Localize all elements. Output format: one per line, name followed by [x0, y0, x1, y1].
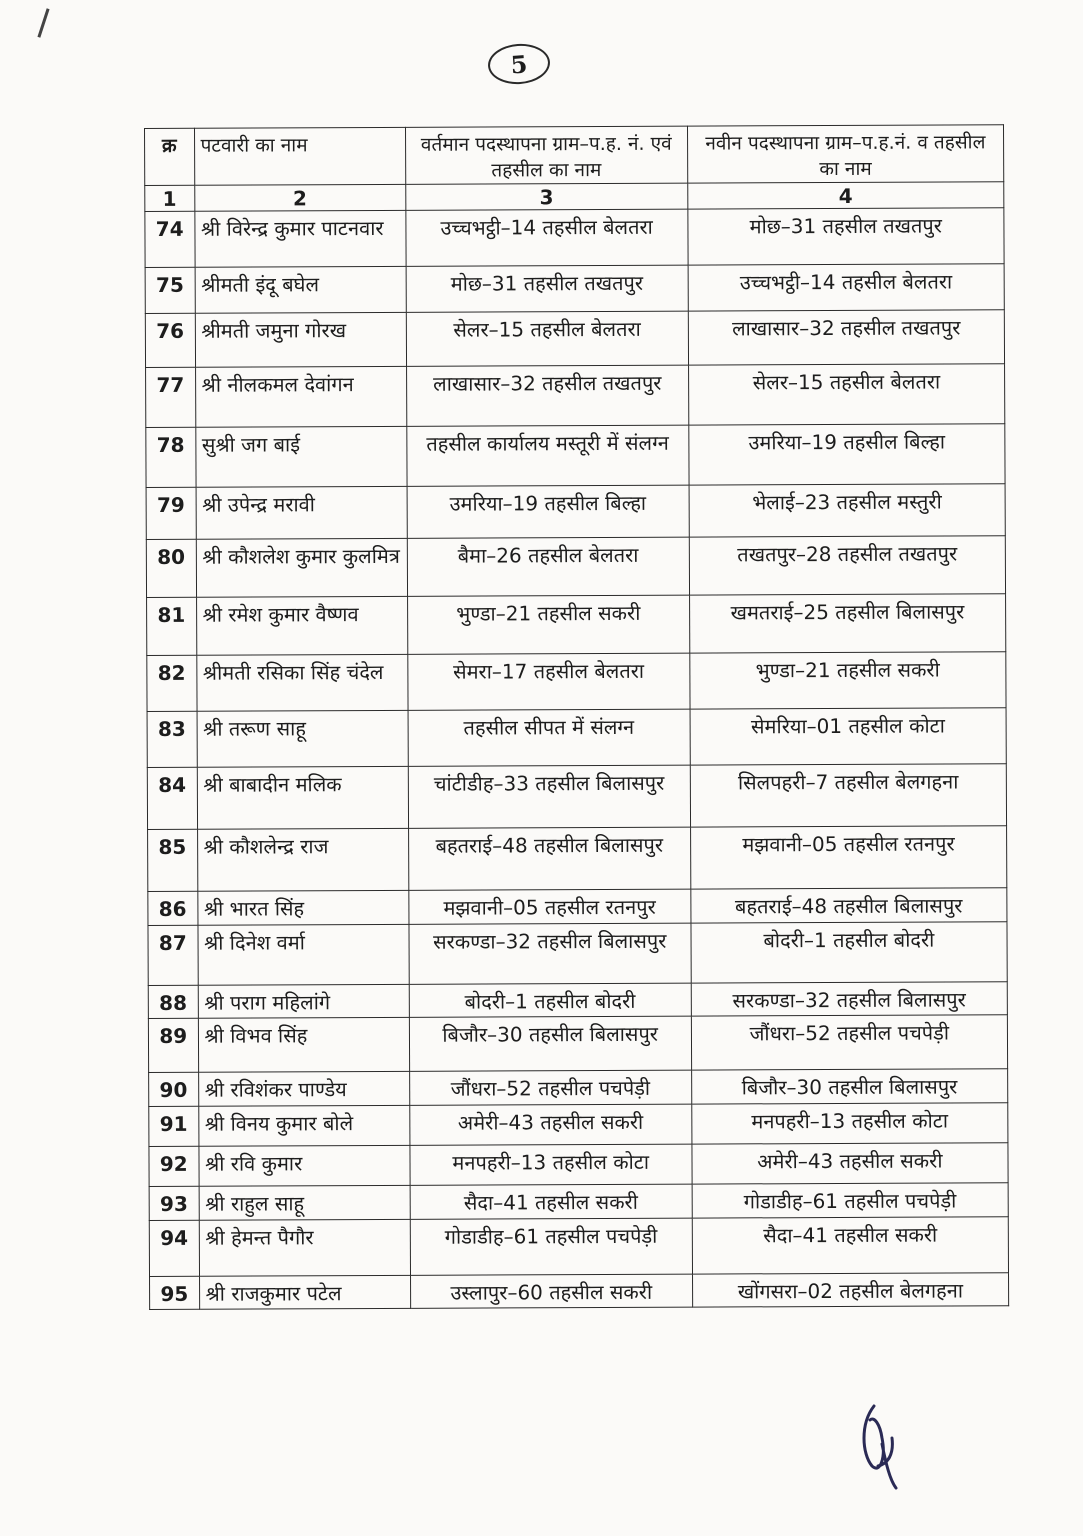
table-row: [148, 888, 1007, 926]
serial-number-cell: 82: [147, 655, 197, 711]
new-posting-cell: बोदरी–1 तहसील बोदरी: [691, 922, 1008, 983]
serial-number-cell: 79: [146, 487, 196, 539]
header-new-posting: नवीन पदस्थापना ग्राम–प.ह.नं. व तहसील का नाम: [687, 125, 1004, 183]
table-row: [149, 1103, 1008, 1147]
table-row: [146, 536, 1005, 598]
new-posting-cell: भुण्डा–21 तहसील सकरी: [689, 652, 1006, 709]
serial-number-cell: 76: [145, 313, 195, 367]
current-posting-cell: बहतराई–48 तहसील बिलासपुर: [408, 827, 690, 890]
table-header-row: [145, 125, 1004, 186]
table-row: [147, 764, 1006, 830]
current-posting-cell: सेलर–15 तहसील बेलतरा: [406, 311, 688, 366]
new-posting-cell: उमरिया–19 तहसील बिल्हा: [688, 424, 1005, 485]
new-posting-cell: सैदा–41 तहसील सकरी: [692, 1217, 1009, 1274]
table-row: [150, 1273, 1009, 1310]
table-row: [148, 922, 1007, 986]
table-row: [145, 264, 1004, 314]
current-posting-cell: भुण्डा–21 तहसील सकरी: [407, 595, 689, 654]
new-posting-cell: मझवानी–05 तहसील रतनपुर: [690, 826, 1007, 889]
serial-number-cell: 81: [147, 597, 197, 655]
patwari-name-cell: श्रीमती जमुना गोरख: [195, 312, 406, 367]
serial-number-cell: 90: [149, 1072, 199, 1106]
column-number: 2: [194, 184, 405, 211]
page-number: [487, 42, 552, 86]
current-posting-cell: मोछ–31 तहसील तखतपुर: [406, 265, 688, 312]
header-name: पटवारी का नाम: [194, 127, 405, 185]
serial-number-cell: 75: [145, 267, 195, 313]
transfer-table: [144, 124, 1009, 1310]
new-posting-cell: जौंधरा–52 तहसील पचपेड़ी: [691, 1015, 1008, 1070]
new-posting-cell: मोछ–31 तहसील तखतपुर: [688, 208, 1005, 265]
current-posting-cell: मनपहरी–13 तहसील कोटा: [410, 1144, 692, 1185]
column-number: 4: [687, 182, 1003, 209]
patwari-name-cell: सुश्री जग बाई: [195, 426, 406, 487]
serial-number-cell: 93: [149, 1186, 199, 1220]
serial-number-cell: 83: [147, 711, 197, 767]
current-posting-cell: गोडाडीह–61 तहसील पचपेड़ी: [410, 1218, 692, 1275]
current-posting-cell: लाखासार–32 तहसील तखतपुर: [406, 365, 688, 426]
new-posting-cell: बिजौर–30 तहसील बिलासपुर: [691, 1069, 1007, 1104]
serial-number-cell: 88: [148, 985, 198, 1018]
current-posting-cell: बिजौर–30 तहसील बिलासपुर: [409, 1016, 691, 1071]
new-posting-cell: गोडाडीह–61 तहसील पचपेड़ी: [692, 1183, 1008, 1218]
current-posting-cell: मझवानी–05 तहसील रतनपुर: [409, 889, 691, 924]
table-row: [147, 594, 1006, 656]
new-posting-cell: सेमरिया–01 तहसील कोटा: [690, 708, 1007, 765]
current-posting-cell: तहसील सीपत में संलग्न: [408, 709, 690, 766]
new-posting-cell: सरकण्डा–32 तहसील बिलासपुर: [691, 982, 1007, 1016]
serial-number-cell: 91: [149, 1106, 199, 1146]
table-row: [149, 1217, 1008, 1277]
serial-number-cell: 85: [148, 829, 198, 891]
current-posting-cell: उमरिया–19 तहसील बिल्हा: [407, 485, 689, 538]
patwari-name-cell: श्री रमेश कुमार वैष्णव: [196, 596, 407, 655]
patwari-name-cell: श्री राजकुमार पटेल: [199, 1275, 410, 1309]
patwari-name-cell: श्रीमती इंदू बघेल: [195, 266, 406, 313]
new-posting-cell: बहतराई–48 तहसील बिलासपुर: [690, 888, 1006, 923]
patwari-name-cell: श्री बाबादीन मलिक: [197, 766, 408, 829]
current-posting-cell: जौंधरा–52 तहसील पचपेड़ी: [409, 1070, 691, 1105]
new-posting-cell: लाखासार–32 तहसील तखतपुर: [688, 310, 1005, 365]
patwari-name-cell: श्री रवि कुमार: [198, 1145, 409, 1186]
table-row: [149, 1069, 1008, 1107]
current-posting-cell: अमेरी–43 तहसील सकरी: [409, 1104, 691, 1145]
column-number: 1: [145, 185, 195, 211]
table-body: [145, 208, 1009, 1310]
current-posting-cell: उस्लापुर–60 तहसील सकरी: [410, 1274, 692, 1308]
serial-number-cell: 92: [149, 1146, 199, 1186]
new-posting-cell: खमतराई–25 तहसील बिलासपुर: [689, 594, 1006, 653]
new-posting-cell: खोंगसरा–02 तहसील बेलगहना: [692, 1273, 1008, 1307]
new-posting-cell: उच्चभट्ठी–14 तहसील बेलतरा: [688, 264, 1005, 311]
patwari-name-cell: श्री तरूण साहू: [197, 710, 408, 767]
patwari-name-cell: श्री कौशलेन्द्र राज: [197, 828, 408, 891]
table-row: [145, 310, 1004, 368]
serial-number-cell: 84: [147, 767, 197, 829]
current-posting-cell: उच्चभट्ठी–14 तहसील बेलतरा: [406, 209, 688, 266]
table-row: [147, 708, 1006, 768]
table-row: [146, 424, 1005, 488]
table-row: [148, 982, 1007, 1019]
patwari-name-cell: श्री विभव सिंह: [198, 1017, 409, 1072]
serial-number-cell: 80: [146, 539, 196, 597]
patwari-name-cell: श्री दिनेश वर्मा: [197, 924, 408, 985]
serial-number-cell: 86: [148, 891, 198, 925]
patwari-name-cell: श्री रविशंकर पाण्डेय: [198, 1071, 409, 1106]
table-row: [145, 208, 1004, 268]
new-posting-cell: अमेरी–43 तहसील सकरी: [692, 1143, 1008, 1184]
patwari-name-cell: श्री राहुल साहू: [199, 1185, 410, 1220]
table-row: [148, 1015, 1007, 1073]
patwari-name-cell: श्री कौशलेश कुमार कुलमित्र: [196, 538, 407, 597]
current-posting-cell: बैमा–26 तहसील बेलतरा: [407, 537, 689, 596]
patwari-name-cell: श्री भारत सिंह: [197, 890, 408, 925]
new-posting-cell: सिलपहरी–7 तहसील बेलगहना: [690, 764, 1007, 827]
page-number-text: 5: [509, 48, 529, 80]
serial-number-cell: 78: [146, 427, 196, 487]
new-posting-cell: मनपहरी–13 तहसील कोटा: [691, 1103, 1007, 1144]
current-posting-cell: सरकण्डा–32 तहसील बिलासपुर: [409, 923, 691, 984]
new-posting-cell: भेलाई–23 तहसील मस्तुरी: [689, 484, 1006, 537]
serial-number-cell: 87: [148, 925, 198, 985]
patwari-name-cell: श्री नीलकमल देवांगन: [195, 366, 406, 427]
header-serial: क्र: [145, 128, 195, 185]
table-row: [149, 1183, 1008, 1221]
current-posting-cell: तहसील कार्यालय मस्तूरी में संलग्न: [407, 425, 689, 486]
patwari-name-cell: श्री विनय कुमार बोले: [198, 1105, 409, 1146]
new-posting-cell: सेलर–15 तहसील बेलतरा: [688, 364, 1005, 425]
current-posting-cell: सैदा–41 तहसील सकरी: [410, 1184, 692, 1219]
patwari-name-cell: श्री विरेन्द्र कुमार पाटनवार: [194, 210, 405, 267]
column-number-row: [145, 182, 1004, 212]
serial-number-cell: 89: [148, 1018, 198, 1072]
current-posting-cell: सेमरा–17 तहसील बेलतरा: [408, 653, 690, 710]
table-row: [146, 484, 1005, 540]
table-row: [149, 1143, 1008, 1187]
new-posting-cell: तखतपुर–28 तहसील तखतपुर: [689, 536, 1006, 595]
patwari-name-cell: श्रीमती रसिका सिंह चंदेल: [196, 654, 407, 711]
column-number: 3: [405, 183, 687, 210]
header-current-posting: वर्तमान पदस्थापना ग्राम–प.ह. नं. एवं तहसील का नाम: [405, 126, 687, 184]
patwari-name-cell: श्री हेमन्त पैगौर: [199, 1219, 410, 1276]
patwari-name-cell: श्री उपेन्द्र मरावी: [196, 486, 407, 539]
serial-number-cell: 95: [150, 1276, 200, 1309]
signature-mark: [852, 1394, 912, 1494]
table-row: [147, 652, 1006, 712]
current-posting-cell: बोदरी–1 तहसील बोदरी: [409, 983, 691, 1017]
table-row: [146, 364, 1005, 428]
serial-number-cell: 94: [149, 1220, 199, 1276]
serial-number-cell: 74: [145, 211, 195, 267]
table-row: [148, 826, 1007, 892]
corner-pen-mark: [37, 8, 49, 37]
current-posting-cell: चांटीडीह–33 तहसील बिलासपुर: [408, 765, 690, 828]
serial-number-cell: 77: [146, 367, 196, 427]
patwari-name-cell: श्री पराग महिलांगे: [198, 984, 409, 1018]
